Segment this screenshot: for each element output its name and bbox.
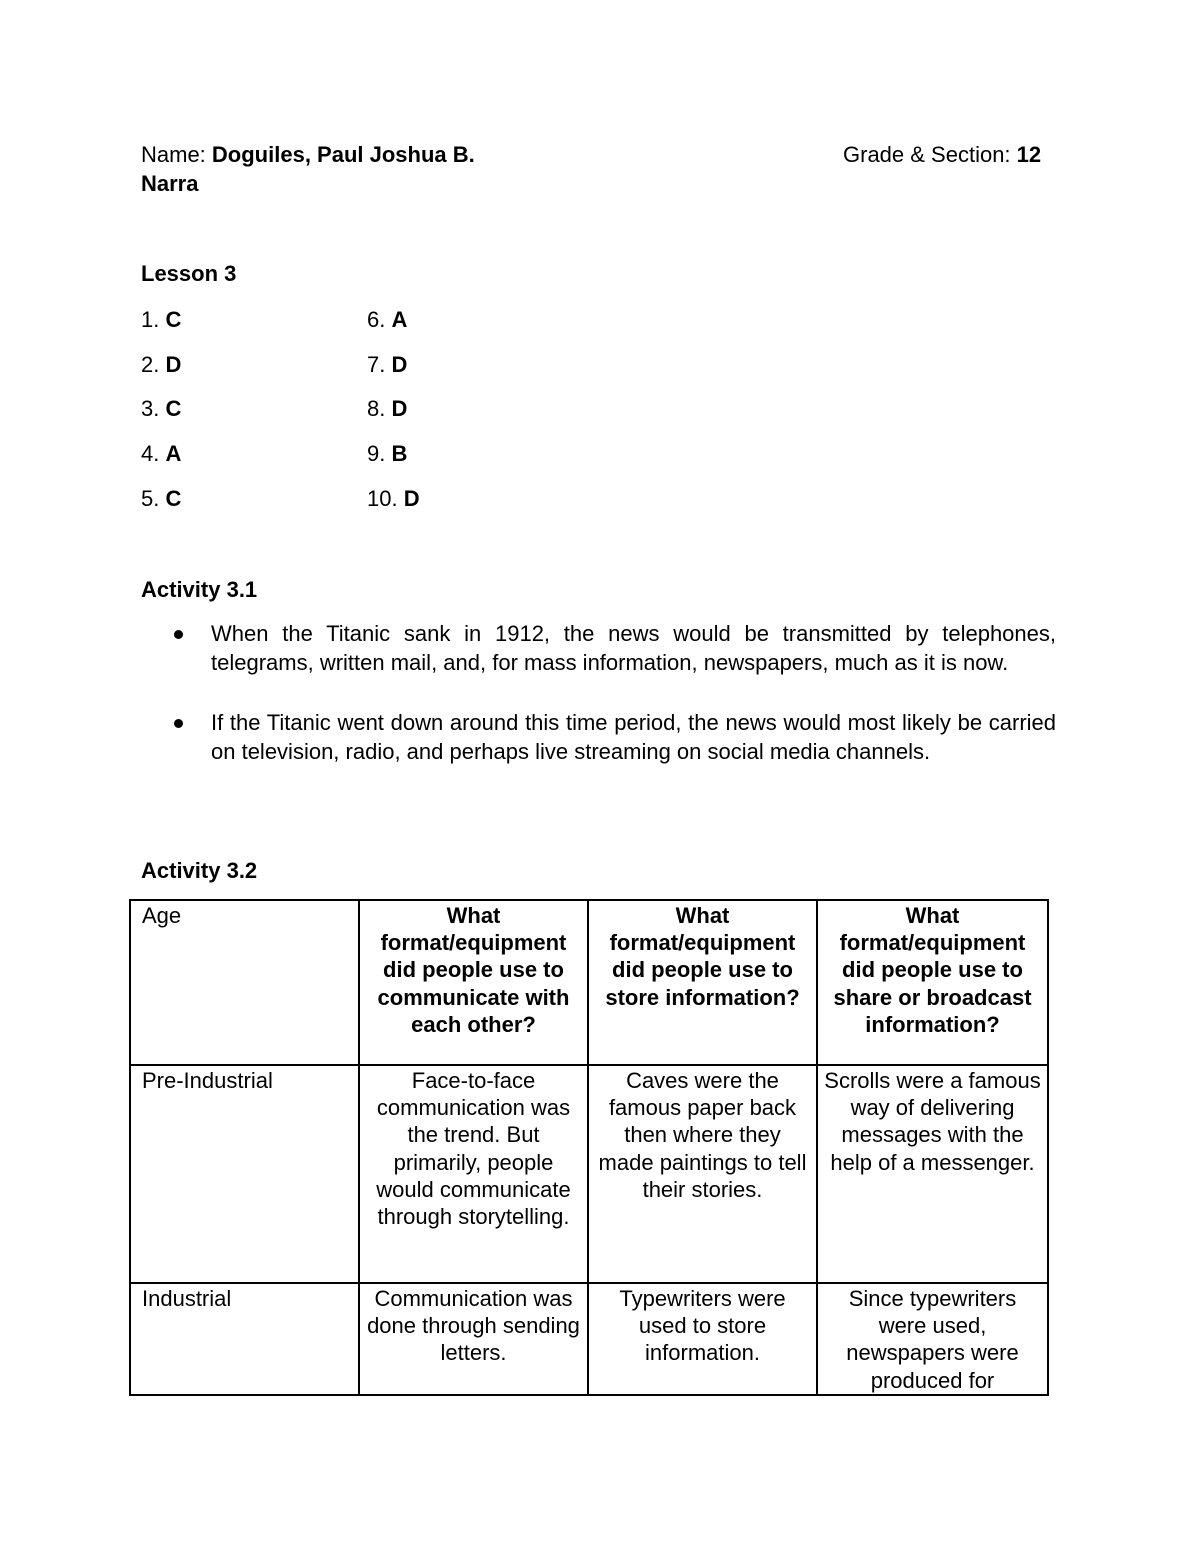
answer-item: 5. C	[141, 486, 182, 511]
grade-value: 12	[1016, 142, 1042, 167]
answer-item: 4. A	[141, 441, 182, 466]
answer-item: 9. B	[367, 441, 408, 466]
bullet-item	[211, 619, 1056, 677]
activity-table	[129, 899, 1049, 1396]
activity-3-1-title: Activity 3.1	[141, 577, 258, 602]
header-cell-communicate: What format/equipment did people use to communicate with each other?	[359, 900, 588, 1065]
answer-item: 1. C	[141, 307, 182, 332]
table-cell: Typewriters were used to store information.	[588, 1283, 817, 1395]
header-cell-store: What format/equipment did people use to store information?	[588, 900, 817, 1065]
answer-item: 10. D	[367, 486, 420, 511]
name-label: Name:	[141, 142, 212, 167]
bullet-icon	[174, 719, 183, 728]
student-name-line	[141, 141, 475, 169]
answer-item: 7. D	[367, 352, 408, 377]
bullet-text: When the Titanic sank in 1912, the news would be transmitted by telephones, telegrams, written mail, and, for mass information, newspapers, much as it is now.	[211, 621, 1056, 675]
activity-3-2-title: Activity 3.2	[141, 858, 258, 883]
bullet-icon	[174, 630, 183, 639]
table-cell: Scrolls were a famous way of delivering messages with the help of a messenger.	[817, 1065, 1048, 1283]
answer-item: 3. C	[141, 396, 182, 421]
table-header-row	[130, 900, 1048, 1065]
table-cell: Caves were the famous paper back then where they made paintings to tell their stories.	[588, 1065, 817, 1283]
answer-item: 6. A	[367, 307, 408, 332]
table-cell-age: Industrial	[130, 1283, 359, 1395]
section-value: Narra	[141, 171, 199, 196]
bullet-text: If the Titanic went down around this time period, the news would most likely be carried on television, radio, and perhaps live streaming on social media channels.	[211, 710, 1056, 764]
grade-label: Grade & Section:	[843, 142, 1017, 167]
header-cell-share: What format/equipment did people use to share or broadcast information?	[817, 900, 1048, 1065]
table-cell: Face-to-face communication was the trend. But primarily, people would communicate through storytelling.	[359, 1065, 588, 1283]
student-name: Doguiles, Paul Joshua B.	[211, 142, 475, 167]
table-cell-age: Pre-Industrial	[130, 1065, 359, 1283]
lesson-title: Lesson 3	[141, 261, 237, 286]
answer-item: 2. D	[141, 352, 182, 377]
table-row	[130, 1065, 1048, 1283]
header-cell-age: Age	[130, 900, 359, 1065]
table-cell: Since typewriters were used, newspapers were produced for	[817, 1283, 1048, 1395]
table-cell: Communication was done through sending letters.	[359, 1283, 588, 1395]
answer-item: 8. D	[367, 396, 408, 421]
table-row	[130, 1283, 1048, 1395]
grade-section-line	[843, 141, 1041, 169]
bullet-item	[211, 708, 1056, 766]
